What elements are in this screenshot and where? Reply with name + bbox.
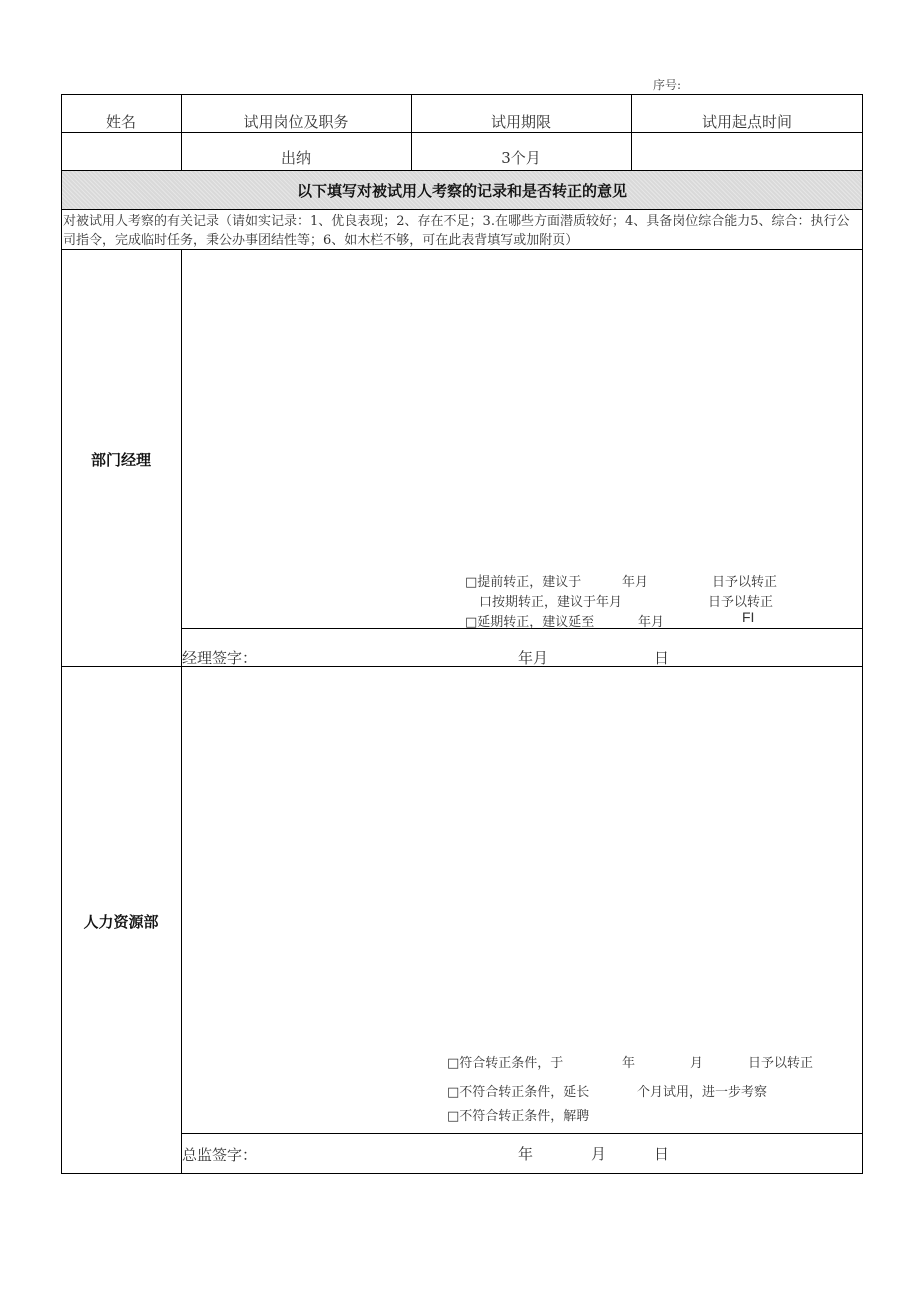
dept-option-delay[interactable]: □延期转正，建议延至	[465, 615, 595, 630]
hr-option-qualified-year: 年	[622, 1056, 636, 1071]
hr-dept-label: 人力资源部	[83, 913, 159, 931]
instructions-text: 对被试用人考察的有关记录（请如实记录：1、优良表现；2、存在不足；3.在哪些方面潜质较好；4、具备岗位综合能力5、综合：执行公司指令，完成临时任务，秉公办事团结性等；6、如木栏不够，可在此表背填写或加附页）	[63, 214, 850, 248]
column-divider	[411, 94, 412, 170]
header-period: 试用期限	[490, 113, 552, 131]
director-signature-day: 日	[654, 1145, 670, 1163]
dept-option-delay-end: FI	[742, 609, 755, 625]
row-divider	[181, 1133, 863, 1134]
dept-comment-area[interactable]	[182, 250, 862, 570]
row-divider	[61, 209, 863, 210]
period-value[interactable]: 3个月	[501, 149, 541, 167]
section-banner: 以下填写对被试用人考察的记录和是否转正的意见	[62, 171, 862, 209]
director-signature-month: 月	[591, 1145, 607, 1163]
serial-number-label: 序号:	[653, 78, 682, 92]
hr-option-qualified-end: 日予以转正	[748, 1056, 814, 1071]
manager-signature-ym: 年月	[518, 649, 549, 667]
hr-option-qualified-month: 月	[690, 1056, 704, 1071]
dept-option-delay-ym: 年月	[638, 615, 665, 630]
hr-comment-area[interactable]	[182, 667, 862, 1042]
header-position: 试用岗位及职务	[243, 113, 349, 131]
dept-option-early-ym: 年月	[622, 575, 649, 590]
dept-option-early-end: 日予以转正	[712, 575, 778, 590]
header-name: 姓名	[105, 113, 137, 131]
header-start-time: 试用起点时间	[701, 113, 793, 131]
hr-option-dismiss[interactable]: □不符合转正条件，解聘	[447, 1109, 590, 1124]
manager-signature-day: 日	[654, 649, 670, 667]
dept-option-ontime[interactable]: 口按期转正，建议于年月	[479, 595, 623, 610]
manager-signature-label[interactable]: 经理签字：	[182, 649, 258, 667]
hr-option-extend[interactable]: □不符合转正条件，延长	[447, 1085, 590, 1100]
director-signature-year: 年	[518, 1145, 534, 1163]
dept-manager-label: 部门经理	[90, 451, 152, 469]
director-signature-label[interactable]: 总监签字：	[182, 1146, 258, 1164]
position-value[interactable]: 出纳	[280, 149, 312, 167]
column-divider	[631, 94, 632, 170]
dept-option-early[interactable]: □提前转正，建议于	[465, 575, 582, 590]
hr-option-qualified[interactable]: □符合转正条件，于	[447, 1056, 564, 1071]
hr-option-extend-end: 个月试用，进一步考察	[637, 1085, 768, 1100]
dept-option-ontime-end: 日予以转正	[708, 595, 774, 610]
column-divider	[181, 94, 182, 170]
